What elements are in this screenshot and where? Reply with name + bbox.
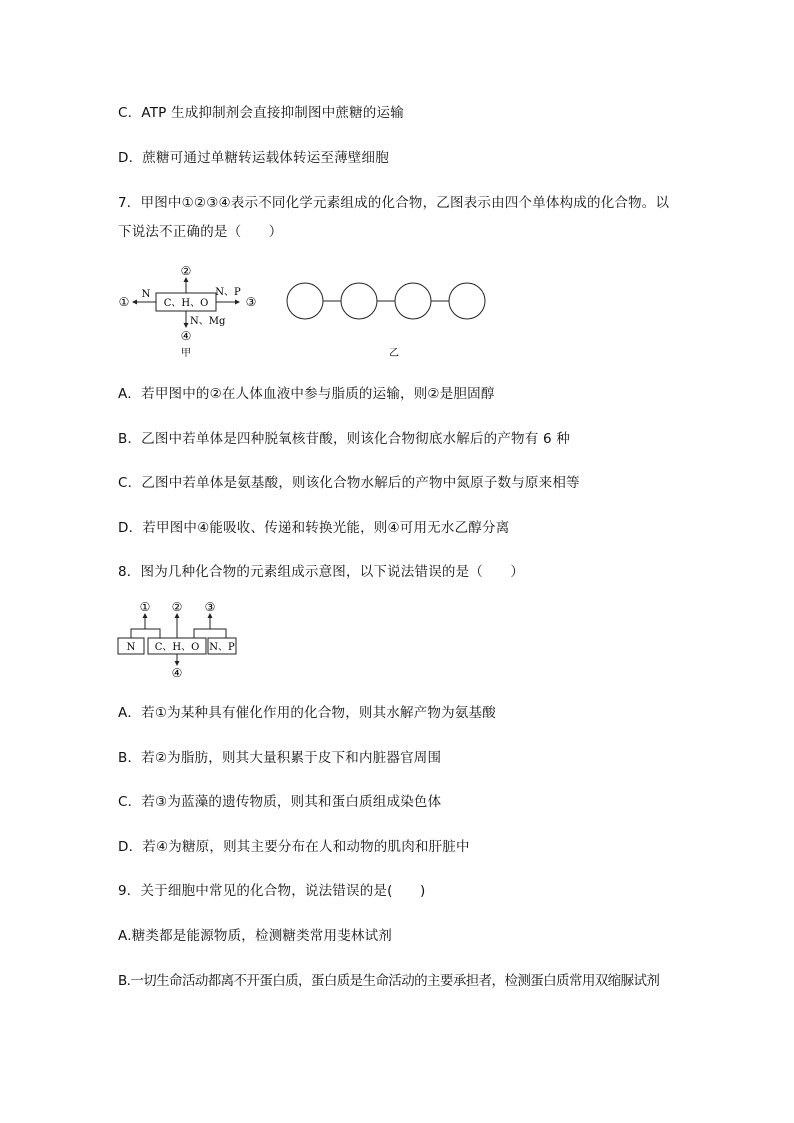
q8-option-c: C．若③为蓝藻的遗传物质，则其和蛋白质组成染色体: [118, 794, 442, 810]
q7-figure-jia: [112, 262, 272, 362]
q8-option-b: B．若②为脂肪，则其大量积累于皮下和内脏器官周围: [118, 750, 442, 766]
jia-right-number: ③: [245, 295, 257, 309]
jia-top-number: ②: [180, 264, 192, 278]
q8-box-right-label: N、P: [209, 642, 235, 653]
q8-number-4: ④: [171, 666, 183, 680]
jia-bottom-number: ④: [180, 329, 192, 343]
q8-stem: 8．图为几种化合物的元素组成示意图，以下说法错误的是（ ）: [118, 564, 525, 580]
q6-option-d: D．蔗糖可通过单糖转运载体转运至薄壁细胞: [118, 150, 389, 166]
jia-left-label: N: [141, 289, 151, 300]
monomer-circle: [449, 283, 485, 319]
q8-box-center-label: C、H、O: [154, 642, 200, 653]
q7-option-a: A．若甲图中的②在人体血液中参与脂质的运输，则②是胆固醇: [118, 386, 495, 402]
q8-number-3: ③: [204, 600, 216, 614]
q8-number-1: ①: [139, 600, 151, 614]
monomer-circle: [287, 283, 323, 319]
jia-caption: 甲: [181, 348, 191, 359]
jia-bottom-label: N、Mg: [190, 316, 226, 327]
q7-stem-line2: 下说法不正确的是（ ）: [118, 224, 283, 240]
jia-left-number: ①: [118, 295, 130, 309]
jia-right-label: N、P: [215, 287, 241, 298]
monomer-circle: [395, 283, 431, 319]
q9-option-b: B.一切生命活动都离不开蛋白质，蛋白质是生命活动的主要承担者，检测蛋白质常用双缩脲试剂: [118, 973, 660, 989]
q8-figure: [112, 598, 252, 680]
q7-option-c: C．乙图中若单体是氨基酸，则该化合物水解后的产物中氮原子数与原来相等: [118, 475, 580, 491]
q7-option-b: B．乙图中若单体是四种脱氧核苷酸，则该化合物彻底水解后的产物有 6 种: [118, 431, 570, 447]
q9-stem: 9．关于细胞中常见的化合物，说法错误的是( ): [118, 883, 426, 899]
yi-caption: 乙: [389, 348, 399, 359]
q7-option-d: D．若甲图中④能吸收、传递和转换光能，则④可用无水乙醇分离: [118, 520, 510, 536]
q9-option-a: A.糖类都是能源物质，检测糖类常用斐林试剂: [118, 928, 392, 944]
q8-number-2: ②: [171, 600, 183, 614]
q8-option-d: D．若④为糖原，则其主要分布在人和动物的肌肉和肝脏中: [118, 839, 470, 855]
q7-stem-line1: 7．甲图中①②③④表示不同化学元素组成的化合物，乙图表示由四个单体构成的化合物。以: [118, 195, 670, 211]
q8-box-left-label: N: [126, 642, 136, 653]
jia-center-label: C、H、O: [163, 298, 209, 309]
q8-option-a: A．若①为某种具有催化作用的化合物，则其水解产物为氨基酸: [118, 705, 496, 721]
q7-figure-yi: [282, 278, 498, 362]
monomer-circle: [341, 283, 377, 319]
q6-option-c: C．ATP 生成抑制剂会直接抑制图中蔗糖的运输: [118, 105, 404, 121]
